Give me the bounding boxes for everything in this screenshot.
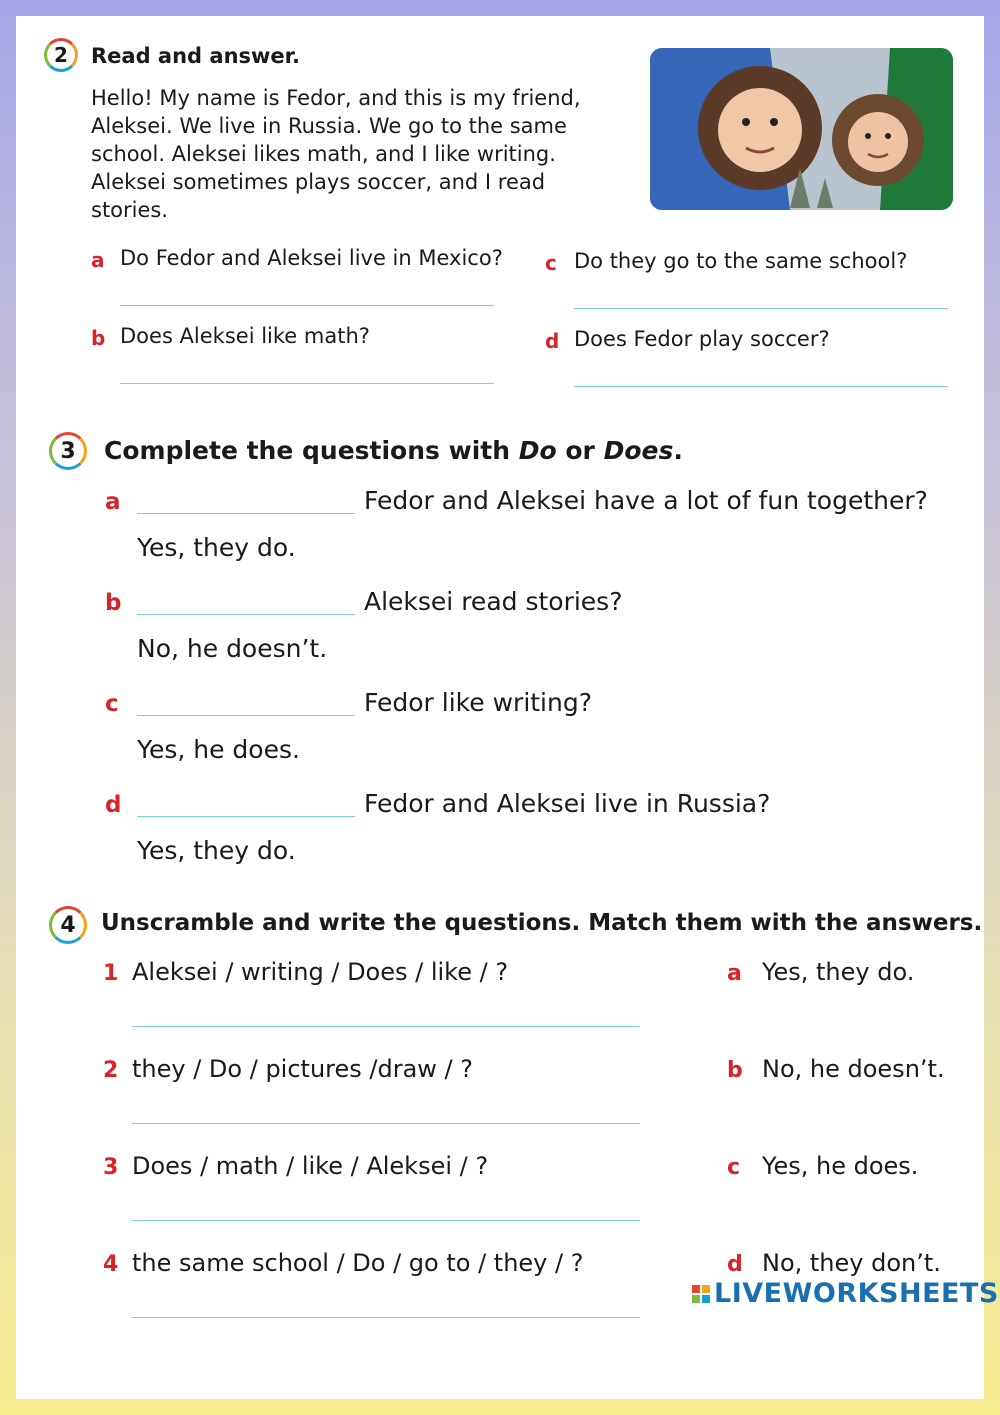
item-letter-a: a	[105, 489, 121, 515]
scramble-answer-line-4[interactable]	[132, 1317, 640, 1318]
scramble-answer-line-2[interactable]	[132, 1123, 640, 1124]
question-d-text: Does Fedor play soccer?	[574, 327, 830, 351]
question-b-text: Does Aleksei like math?	[120, 324, 370, 348]
item-letter-c: c	[105, 691, 119, 717]
scramble-2-text: they / Do / pictures /draw / ?	[132, 1055, 474, 1083]
item-c-question: Fedor like writing?	[364, 688, 592, 717]
question-letter-c: c	[545, 251, 557, 275]
item-a-question: Fedor and Aleksei have a lot of fun together?	[364, 486, 928, 515]
scramble-number-4: 4	[103, 1252, 119, 1277]
reading-passage: Hello! My name is Fedor, and this is my friend, Aleksei. We live in Russia. We go to the same school. Aleksei likes math, and I like writing. Aleksei sometimes plays soccer, and I read stories.	[91, 86, 581, 222]
question-letter-a: a	[91, 248, 105, 272]
section-4-heading: Unscramble and write the questions. Match them with the answers.	[101, 910, 983, 936]
item-d-answer: Yes, they do.	[137, 836, 296, 865]
scramble-answer-line-3[interactable]	[132, 1220, 640, 1221]
match-answer-d[interactable]: No, they don’t.	[762, 1249, 941, 1277]
liveworksheets-logo-icon	[692, 1285, 710, 1303]
section-3-heading: Complete the questions with Do or Does.	[104, 436, 683, 465]
match-answer-letter-a: a	[727, 961, 742, 986]
match-answer-letter-c: c	[727, 1155, 741, 1180]
match-answer-letter-d: d	[727, 1252, 743, 1277]
logo-text: LIVEWORKSHEETS	[714, 1278, 999, 1309]
item-c-answer: Yes, he does.	[137, 735, 300, 764]
answer-line-d[interactable]	[574, 386, 948, 387]
liveworksheets-logo[interactable]	[692, 1278, 999, 1309]
match-answer-letter-b: b	[727, 1058, 743, 1083]
match-answer-a[interactable]: Yes, they do.	[762, 958, 915, 986]
item-a-answer: Yes, they do.	[137, 533, 296, 562]
question-a-text: Do Fedor and Aleksei live in Mexico?	[120, 246, 503, 270]
blank-a[interactable]	[137, 513, 355, 514]
section-3-number: 3	[49, 432, 87, 470]
blank-b[interactable]	[137, 614, 355, 615]
photo-two-children	[650, 48, 953, 210]
match-answer-c[interactable]: Yes, he does.	[762, 1152, 919, 1180]
item-b-question: Aleksei read stories?	[364, 587, 623, 616]
question-letter-b: b	[91, 326, 106, 350]
item-letter-b: b	[105, 590, 122, 616]
section-4-number: 4	[49, 906, 87, 944]
scramble-number-3: 3	[103, 1155, 119, 1180]
scramble-number-2: 2	[103, 1058, 119, 1083]
blank-c[interactable]	[137, 715, 355, 716]
worksheet-page	[16, 16, 999, 1399]
scramble-number-1: 1	[103, 961, 119, 986]
scramble-4-text: the same school / Do / go to / they / ?	[132, 1249, 584, 1277]
answer-line-b[interactable]	[120, 383, 494, 384]
item-d-question: Fedor and Aleksei live in Russia?	[364, 789, 771, 818]
item-letter-d: d	[105, 792, 122, 818]
question-c-text: Do they go to the same school?	[574, 249, 908, 273]
section-2-heading: Read and answer.	[91, 44, 300, 68]
children-photo-icon	[650, 48, 953, 210]
scramble-1-text: Aleksei / writing / Does / like / ?	[132, 958, 509, 986]
match-answer-b[interactable]: No, he doesn’t.	[762, 1055, 945, 1083]
section-2-number: 2	[44, 38, 78, 72]
question-letter-d: d	[545, 329, 560, 353]
scramble-answer-line-1[interactable]	[132, 1026, 640, 1027]
blank-d[interactable]	[137, 816, 355, 817]
scramble-3-text: Does / math / like / Aleksei / ?	[132, 1152, 489, 1180]
answer-line-c[interactable]	[574, 308, 948, 309]
answer-line-a[interactable]	[120, 305, 494, 306]
item-b-answer: No, he doesn’t.	[137, 634, 328, 663]
